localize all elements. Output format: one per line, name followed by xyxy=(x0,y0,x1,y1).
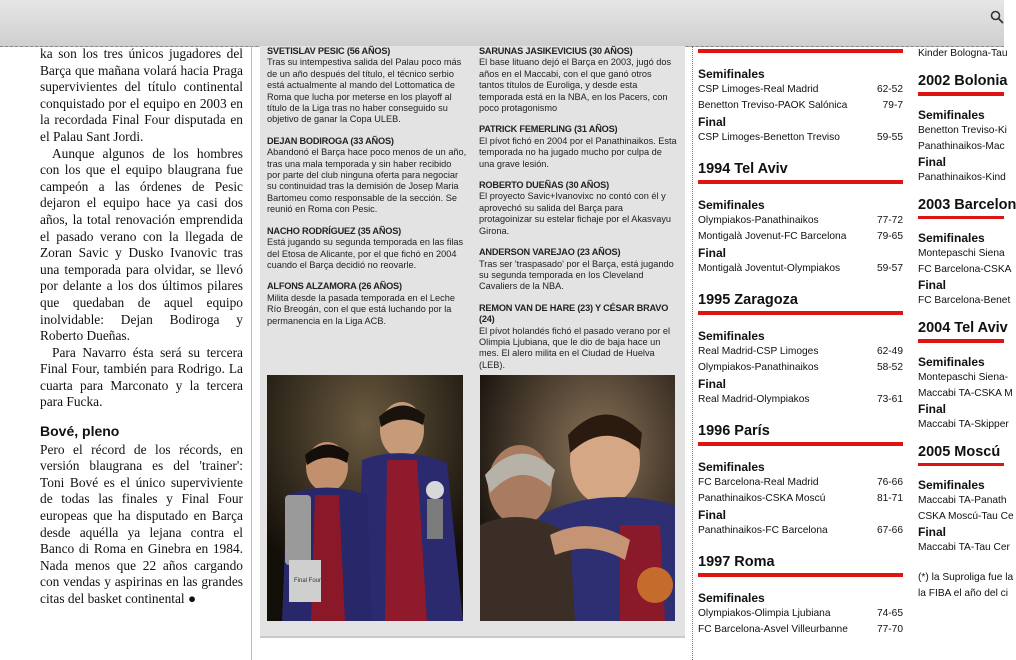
player-entry: ANDERSON VAREJAO (23 AÑOS) Tras ser 'traspasado' por el Barça, está jugando su segunda temporada en los Cleveland Cavaliers de la NBA. xyxy=(479,247,674,292)
player-entry: DEJAN BODIROGA (33 AÑOS) Abandonó el Barça hace poco menos de un año, tras una mala temporada y sin haber recibido por parte del club ninguna oferta para negociar su continuidad tras la demisión de Josep Maria Bartomeu como responsable de la sección. Se reunió en Roma con Pesic. xyxy=(267,135,467,215)
phase-label: Final xyxy=(918,154,947,169)
footnote: la FIBA el año del ci xyxy=(918,588,1009,599)
result-row: Maccabi TA-Panath xyxy=(918,495,1007,506)
result-row: Montepaschi Siena- xyxy=(918,371,1009,383)
result-row: CSP Limoges-Real Madrid 62-52 xyxy=(698,83,903,95)
result-row: Panathinaikos-FC Barcelona 67-66 xyxy=(698,524,903,536)
result-row: Panathinaikos-CSKA Moscú 81-71 xyxy=(698,493,903,504)
article-column xyxy=(40,46,243,608)
result-row: Panathinaikos-Kind xyxy=(918,171,1006,183)
celebration-photo xyxy=(267,375,463,621)
article-paragraph-1: ka son los tres únicos jugadores del Barça que mañana volará hacia Praga supervivientes del título continental conquistado por el equipo en 2003 en la recordada Final Four disputada en el Palau Sant Jordi. xyxy=(40,46,243,144)
players-right-column xyxy=(479,46,677,381)
players-left-column xyxy=(267,46,467,337)
result-row: CSKA Moscú-Tau Ce xyxy=(918,511,1014,522)
svg-text:Final Four: Final Four xyxy=(294,578,322,584)
article-subheading: Bové, pleno xyxy=(40,423,120,440)
footnote: (*) la Suproliga fue la xyxy=(918,572,1014,583)
section-rule xyxy=(698,180,903,184)
result-row: Benetton Treviso-Ki xyxy=(918,124,1007,136)
result-row: FC Barcelona-Benet xyxy=(918,295,1011,306)
edition-title: 2004 Tel Aviv xyxy=(918,320,1008,336)
result-row: Real Madrid-CSP Limoges 62-49 xyxy=(698,345,903,357)
result-row: Olympiakos-Panathinaikos 58-52 xyxy=(698,362,903,373)
player-entry: ALFONS ALZAMORA (26 AÑOS) Milita desde la pasada temporada en el Leche Río Breogán, con el que está luchando por la permanencia en la Liga ACB. xyxy=(267,281,455,326)
phase-label: Semifinales xyxy=(918,107,985,122)
section-rule xyxy=(918,339,1004,343)
result-row: FC Barcelona-Real Madrid 76-66 xyxy=(698,476,903,488)
embrace-photo xyxy=(480,375,675,621)
phase-label: Final xyxy=(698,507,727,522)
section-rule xyxy=(698,442,903,446)
result-row: Maccabi TA-CSKA M xyxy=(918,387,1013,399)
result-row: Montigalà Joventut-Olympiakos 59-57 xyxy=(698,262,903,274)
phase-label: Semifinales xyxy=(698,197,765,212)
edition-title: 2003 Barcelon xyxy=(918,196,1016,213)
result-row: Montigalà Jovenut-FC Barcelona 79-65 xyxy=(698,231,903,242)
phase-label: Final xyxy=(698,245,727,260)
section-rule xyxy=(698,311,903,315)
magnifier-icon[interactable] xyxy=(990,10,1004,24)
results-divider xyxy=(692,46,693,660)
result-row: FC Barcelona-CSKA xyxy=(918,264,1012,275)
section-rule xyxy=(698,573,903,577)
result-row: CSP Limoges-Benetton Treviso 59-55 xyxy=(698,131,903,143)
section-rule xyxy=(918,92,1004,96)
article-paragraph-4: Pero el récord de los récords, en versión blaugrana es del 'trainer': Toni Bové es el único superviviente de todas las finales y Final Four europeas que ha disputado en Barça desde aquélla ya lejana contra el Banco di Roma en Ginebra en 1984. Nada menos que 22 años cargando con vendas y aspirinas en las grandes citas del basket continental ● xyxy=(40,441,243,606)
result-row: Benetton Treviso-PAOK Salónica 79-7 xyxy=(698,100,903,111)
player-entry: REMON VAN DE HARE (23) Y CÉSAR BRAVO (24) El pívot holandés fichó el pasado verano por el Olimpia Ljubiana, que le dio de baja hace un mes. El alero milita en el Ciudad de Huelva (LEB). xyxy=(479,302,671,370)
section-rule xyxy=(698,49,903,53)
edition-title: 2002 Bolonia xyxy=(918,73,1008,89)
section-rule xyxy=(918,463,1004,467)
phase-label: Semifinales xyxy=(698,328,765,343)
result-row: Olympiakos-Olimpia Ljubiana 74-65 xyxy=(698,607,903,619)
phase-label: Final xyxy=(918,525,947,539)
end-bullet-icon: ● xyxy=(188,591,197,606)
article-paragraph-2: Aunque algunos de los hombres con los que el equipo blaugrana fue campeón a las órdenes de Pesic dejaron el equipo hace ya casi dos años, la total renovación emprendida el pasado verano con la llegada de Zoran Savic y Dusko Ivanovic tras una temporada para olvidar, se llevó por delante a los dos últimos pilares que quedaban de aquel equipo inolvidable: Dejan Bodiroga y Roberto Dueñas. xyxy=(40,145,243,344)
phase-label: Final xyxy=(918,278,947,292)
result-row: Real Madrid-Olympiakos 73-61 xyxy=(698,393,903,405)
phase-label: Semifinales xyxy=(918,354,985,369)
result-row: Montepaschi Siena xyxy=(918,248,1005,259)
result-row: Olympiakos-Panathinaikos 77-72 xyxy=(698,214,903,226)
result-row: Maccabi TA-Skipper xyxy=(918,418,1009,430)
phase-label: Final xyxy=(698,114,727,129)
phase-label: Final xyxy=(918,401,947,416)
edition-title: 2005 Moscú xyxy=(918,443,1001,460)
edition-title: 1996 París xyxy=(698,423,770,439)
viewer-toolbar xyxy=(0,0,1004,47)
player-entry: SVETISLAV PESIC (56 AÑOS) Tras su intempestiva salida del Palau poco más de un año después del título, el técnico serbio está actualmente al mando del Lottomatica de Roma que lucha por meterse en los playoff al título de la Liga tras no haber conseguido su objetivo de ganar la Copa ULEB. xyxy=(267,46,462,125)
phase-label: Semifinales xyxy=(698,590,765,605)
results-column-cropped xyxy=(918,46,1016,602)
column-divider xyxy=(251,46,252,660)
phase-label: Semifinales xyxy=(918,231,985,245)
result-row: FC Barcelona-Asvel Villeurbanne 77-70 xyxy=(698,624,903,635)
result-row: Panathinaikos-Mac xyxy=(918,140,1005,152)
player-entry: NACHO RODRÍGUEZ (35 AÑOS) Está jugando su segunda temporada en las filas del Etosa de Alicante, por el que fichó en 2004 cuando el Barça decidió no reovarle. xyxy=(267,225,464,270)
player-entry: SARUNAS JASIKEVICIUS (30 AÑOS) El base lituano dejó el Barça en 2003, jugó dos años en el Maccabi, con el que ganó otros tantos títulos de Euroliga, y desde esta temporada está en la NBA, en los Pacers, con poco protagonismo xyxy=(479,46,672,114)
phase-label: Final xyxy=(698,376,727,391)
section-rule xyxy=(918,216,1004,220)
edition-title: 1997 Roma xyxy=(698,554,775,570)
results-column xyxy=(698,46,903,639)
player-entry: PATRICK FEMERLING (31 AÑOS) El pívot fichó en 2004 por el Panathinaikos. Esta temporada no ha jugado mucho por culpa de una grave lesión. xyxy=(479,124,677,169)
phase-label: Semifinales xyxy=(918,478,985,492)
edition-title: 1995 Zaragoza xyxy=(698,292,798,308)
phase-label: Semifinales xyxy=(698,459,765,474)
article-paragraph-3: Para Navarro ésta será su tercera Final Four, también para Rodrigo. La cuarta para Marconato y la tercera para Fucka. xyxy=(40,344,243,410)
result-row: Kinder Bologna-Tau xyxy=(918,48,1008,59)
edition-title: 1994 Tel Aviv xyxy=(698,161,788,177)
result-row: Maccabi TA-Tau Cer xyxy=(918,542,1010,553)
phase-label: Semifinales xyxy=(698,66,765,81)
panel-bottom-rule xyxy=(260,636,685,638)
player-entry: ROBERTO DUEÑAS (30 AÑOS) El proyecto Savic+Ivanovixc no contó con él y aprovechó su salida del Barça para protagoinizar su estelar fichaje por el Akasvayu Girona. xyxy=(479,180,672,236)
